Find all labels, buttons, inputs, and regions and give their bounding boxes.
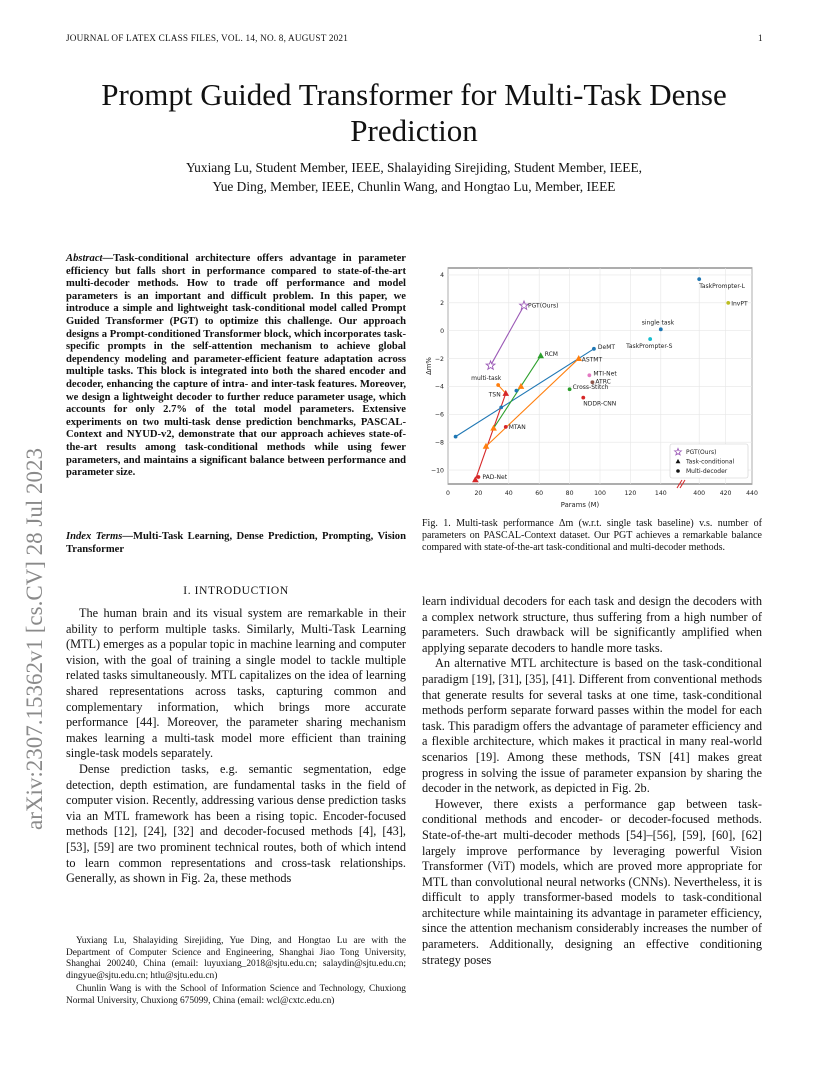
- x-tick-label: 80: [565, 490, 574, 497]
- intro-paragraph-3: An alternative MTL architecture is based on the task-conditional paradigm [19], [31], [35], [41]. Different from conventional methods that generate results for several tasks at one time, task-conditional methods perform separate forward passes within the model for each task. This paradigm offers the advantage of parameter efficiency and a flexible architecture, which makes it practical in many real-world scenarios [19]. Among these methods, TSN [41] makes great progress in solving the issue of parameter expansion by sharing the decoder in the network, as depicted in Fig. 2b.: [422, 656, 762, 796]
- legend-label: Task-conditional: [686, 458, 735, 466]
- point-label: TaskPrompter-L: [699, 283, 745, 291]
- intro-right-column: [422, 594, 762, 968]
- y-tick-label: 2: [440, 300, 444, 308]
- chart-legend: [670, 444, 748, 478]
- y-tick-label: −6: [434, 411, 444, 419]
- multi-decoder-marker: [726, 301, 730, 305]
- multi-decoder-marker: [587, 373, 591, 377]
- footnote-affiliation-2: Chunlin Wang is with the School of Information Science and Technology, Chuxiong Normal University, Chuxiong 675099, China (email: wcl@cxtc.edu.cn): [66, 984, 406, 1006]
- abstract: [66, 253, 406, 480]
- arxiv-stamp: arXiv:2307.15362v1 [cs.CV] 28 Jul 2023: [22, 447, 47, 830]
- x-tick-label: 400: [693, 490, 706, 497]
- legend-label: Multi-decoder: [686, 468, 728, 476]
- point-label: MTI-Net: [593, 370, 617, 378]
- figure-1-chart: [422, 262, 762, 512]
- page-number: 1: [758, 33, 763, 43]
- section-heading: I. INTRODUCTION: [183, 585, 289, 597]
- intro-paragraph-1: The human brain and its visual system are remarkable in their ability to perform multiple tasks. Similarly, Multi-Task Learning (MTL) emerges as a popular topic in machine learning and computer vision, with the goal of training a single model to tackle multiple related tasks simultaneously. MTL capitalizes on the idea of learning shared representations across tasks, capturing common and complementary information, which brings more accurate performance [44]. Moreover, the parameter sharing mechanism makes learning a multi-task model more efficient than training single-task models separately.: [66, 606, 406, 761]
- y-tick-label: −4: [434, 383, 444, 391]
- x-tick-label: 440: [746, 490, 758, 497]
- paper-title: Prompt Guided Transformer for Multi-Task Dense Prediction: [101, 77, 727, 148]
- y-tick-label: 0: [440, 327, 444, 335]
- multi-decoder-marker: [592, 347, 596, 351]
- abstract-text: —Task-conditional architecture offers advantage in parameter efficiency but falls short in performance compared to state-of-the-art multi-decoder methods. How to trade off performance and model parameters is an important and difficult problem. In this paper, we introduce a simple and lightweight task-conditional model called Prompt Guided Transformer (PGT) to optimize this challenge. Our approach designs a Prompt-conditioned Transformer block, which incorporates task-specific prompts in the self-attention mechanism to achieve global dependency modeling and parameter-efficient feature adaptation across multiple tasks. This block is integrated into both the shared encoder and decoder, enhancing the capture of intra- and inter-task features. Moreover, we design a lightweight decoder to further reduce parameter usage, which accounts for only 2.7% of the total model parameters. Extensive experiments on two multi-task dense prediction benchmarks, PASCAL-Context and NYUD-v2, demonstrate that our approach achieves state-of-the-art results among task-conditional methods while using fewer parameters, and maintains a significant balance between performance and parameter size.: [66, 253, 406, 479]
- multi-decoder-marker: [659, 327, 663, 331]
- x-tick-label: 0: [446, 490, 450, 497]
- authors-line-2: Yue Ding, Member, IEEE, Chunlin Wang, and Hongtao Lu, Member, IEEE: [212, 179, 616, 194]
- y-tick-label: −8: [434, 439, 444, 447]
- authors-line-1: Yuxiang Lu, Student Member, IEEE, Shalayiding Sirejiding, Student Member, IEEE,: [186, 160, 642, 175]
- x-tick-label: 20: [474, 490, 483, 497]
- x-tick-label: 40: [504, 490, 513, 497]
- intro-paragraph-2: Dense prediction tasks, e.g. semantic segmentation, edge detection, depth estimation, are fundamental tasks in the field of computer vision. Recently, addressing various dense prediction tasks via an MTL framework has been a rising topic. Encoder-focused methods [12], [24], [32] and decoder-focused methods [4], [43], [53], [59] are two prominent technical routes, both of which intend to learn common representations and cross-task relationships. Generally, as shown in Fig. 2a, these methods: [66, 761, 406, 886]
- x-tick-label: 420: [719, 490, 732, 497]
- multi-decoder-marker: [496, 383, 500, 387]
- multi-decoder-marker: [697, 277, 701, 281]
- multi-decoder-marker: [454, 435, 458, 439]
- y-tick-label: 4: [440, 272, 444, 280]
- point-label: TaskPrompter-S: [626, 343, 673, 351]
- point-label: MTAN: [508, 423, 526, 431]
- x-tick-label: 100: [594, 490, 606, 497]
- index-terms: [66, 531, 406, 556]
- point-label: Cross-Stitch: [572, 384, 609, 392]
- running-header: JOURNAL OF LATEX CLASS FILES, VOL. 14, NO. 8, AUGUST 2021: [66, 33, 349, 43]
- legend-label: PGT(Ours): [686, 449, 717, 457]
- footnote-affiliation-1: Yuxiang Lu, Shalayiding Sirejiding, Yue Ding, and Hongtao Lu are with the Department of Computer Science and Engineering, Shanghai Jiao Tong University, Shanghai 200240, China (email: luyuxiang_2018@sjtu.edu.cn; salaydin@sjtu.edu.cn; dingyue@sjtu.edu.cn; htlu@sjtu.edu.cn): [66, 936, 406, 981]
- legend-circle-icon: [676, 469, 680, 473]
- y-axis-label: Δm%: [425, 357, 433, 375]
- point-label: NDDR-CNN: [583, 400, 617, 408]
- x-tick-label: 60: [535, 490, 544, 497]
- multi-decoder-marker: [499, 405, 503, 409]
- x-tick-label: 140: [654, 490, 667, 497]
- point-label: RCM: [544, 350, 558, 358]
- y-tick-label: −10: [430, 467, 444, 475]
- y-tick-label: −2: [434, 355, 444, 363]
- point-label: PGT(Ours): [528, 302, 559, 310]
- intro-paragraph-continued: learn individual decoders for each task and design the decoders with a complex network structure, thus suffering from a high number of parameters. Such drawback will be significantly amplified when applying separate decoders to handle more tasks.: [422, 594, 762, 655]
- point-label: InvPT: [731, 300, 748, 308]
- multi-decoder-marker: [477, 475, 481, 479]
- point-label: single task: [641, 319, 675, 327]
- multi-decoder-marker: [648, 337, 652, 341]
- index-terms-label: Index Terms: [66, 531, 123, 542]
- multi-decoder-marker: [504, 425, 508, 429]
- point-label: DeMT: [597, 343, 616, 351]
- multi-decoder-marker: [515, 389, 519, 393]
- intro-left-column: [66, 606, 406, 887]
- author-footnote: [66, 936, 406, 1010]
- x-axis-label: Params (M): [560, 501, 600, 509]
- multi-decoder-marker: [568, 387, 572, 391]
- abstract-label: Abstract: [66, 253, 103, 264]
- multi-decoder-marker: [581, 396, 585, 400]
- intro-paragraph-4: However, there exists a performance gap between task-conditional methods and encoder- or decoder-focused methods. State-of-the-art multi-decoder methods [54]–[56], [59], [60], [62] largely improve performance by leveraging powerful Vision Transformer (ViT) models, which are proved more appropriate for MTL than convolutional neural networks (CNNs). Nevertheless, it is difficult to apply transformer-based models to task-conditional architecture while maintaining its advantage in parameter efficiency, since the attention mechanism considerably increases the number of parameters. Additionally, designing an effective conditioning strategy poses: [422, 796, 762, 967]
- point-label: ATRC: [595, 378, 611, 386]
- point-label: multi-task: [471, 375, 502, 383]
- index-terms-text: —Multi-Task Learning, Dense Prediction, Prompting, Vision Transformer: [66, 531, 406, 555]
- point-label: ASTMT: [581, 356, 603, 364]
- figure-1-caption: Fig. 1. Multi-task performance Δm (w.r.t. single task baseline) v.s. number of parameters on PASCAL-Context dataset. Our PGT achieves a remarkable balance compared with state-of-the-art task-conditional and multi-decoder methods.: [422, 518, 762, 553]
- point-label: TSN: [488, 391, 501, 399]
- x-tick-label: 120: [624, 490, 637, 497]
- point-label: PAD-Net: [482, 474, 508, 482]
